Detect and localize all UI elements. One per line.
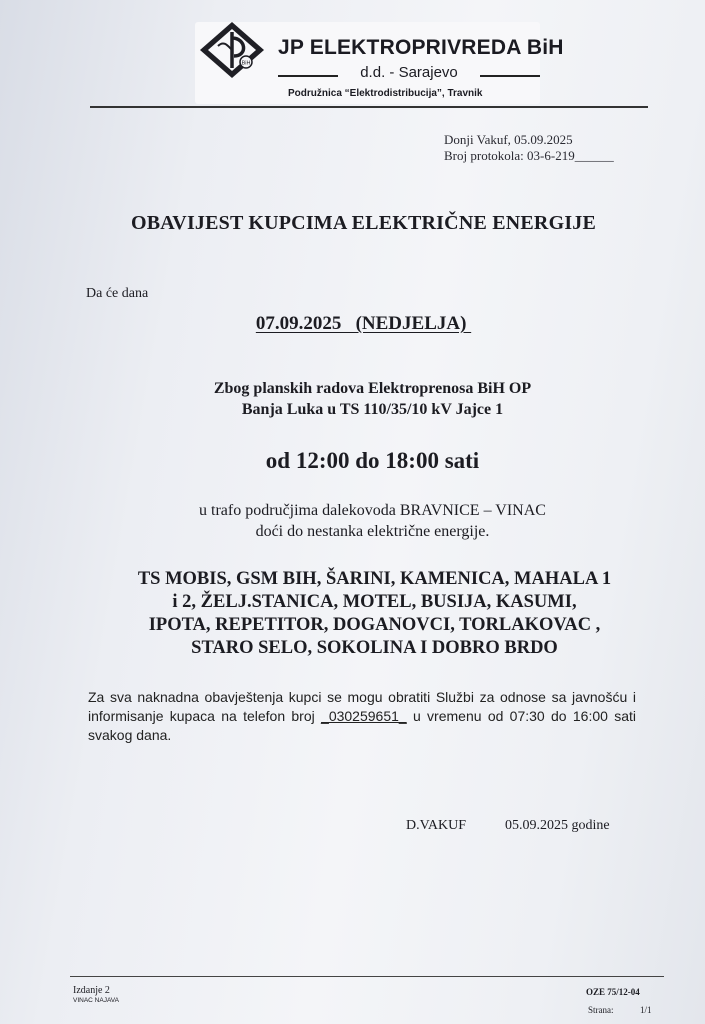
reason-line: Banja Luka u TS 110/35/10 kV Jajce 1 [241, 401, 504, 418]
locations-line: TS MOBIS, GSM BIH, ŠARINI, KAMENICA, MAHALA 1 [137, 569, 612, 589]
edition-label: Izdanje 2 [73, 985, 110, 996]
locations-line: IPOTA, REPETITOR, DOGANOVCI, TORLAKOVAC , [148, 615, 601, 635]
signature-place: D.VAKUF [406, 818, 467, 833]
place-date: Donji Vakuf, 05.09.2025 [444, 132, 573, 147]
intro-text: Da će dana [86, 286, 149, 301]
protocol-number: Broj protokola: 03-6-219______ [444, 148, 614, 163]
logo-badge: BiH [241, 60, 251, 67]
document-title: OBAVIJEST KUPCIMA ELEKTRIČNE ENERGIJE [130, 212, 597, 234]
doc-reference: VINAC NAJAVA [73, 997, 119, 1004]
phone-number: _030259651_ [321, 708, 407, 724]
header-divider [90, 106, 648, 108]
footer-divider [70, 976, 664, 977]
contact-text: u vremenu od 07:30 do 16:00 sati svakog dana. [88, 708, 636, 743]
signature-date: 05.09.2025 godine [505, 818, 610, 833]
contact-paragraph [88, 688, 636, 745]
reason-block [0, 378, 705, 420]
locations-line: i 2, ŽELJ.STANICA, MOTEL, BUSIJA, KASUMI, [172, 592, 577, 612]
contact-text: Za sva naknadna obavještenja kupci se mogu obratiti Službi za odnose sa javnošću i informisanje kupaca na telefon broj [88, 689, 636, 724]
affected-locations [0, 568, 705, 660]
branch-name: Podružnica “Elektrodistribucija”, Travnik [288, 88, 483, 99]
outage-date-text: 07.09.2025 (NEDJELJA) [255, 313, 472, 334]
page-label: Strana: [588, 1005, 614, 1015]
area-block [0, 500, 705, 542]
area-line: u trafo područjima dalekovoda BRAVNICE – VINAC [199, 502, 546, 519]
outage-time: od 12:00 do 18:00 sati [265, 448, 480, 473]
area-line: doći do nestanka električne energije. [255, 523, 490, 540]
page-number: 1/1 [640, 1005, 652, 1015]
form-code: OZE 75/12-04 [586, 987, 640, 997]
org-subtitle: d.d. - Sarajevo [360, 64, 458, 81]
outage-date [0, 313, 705, 335]
locations-line: STARO SELO, SOKOLINA I DOBRO BRDO [191, 638, 558, 658]
company-logo-icon [198, 20, 266, 80]
org-name: JP ELEKTROPRIVREDA BiH [278, 36, 564, 59]
reason-line: Zbog planskih radova Elektroprenosa BiH OP [213, 380, 532, 397]
